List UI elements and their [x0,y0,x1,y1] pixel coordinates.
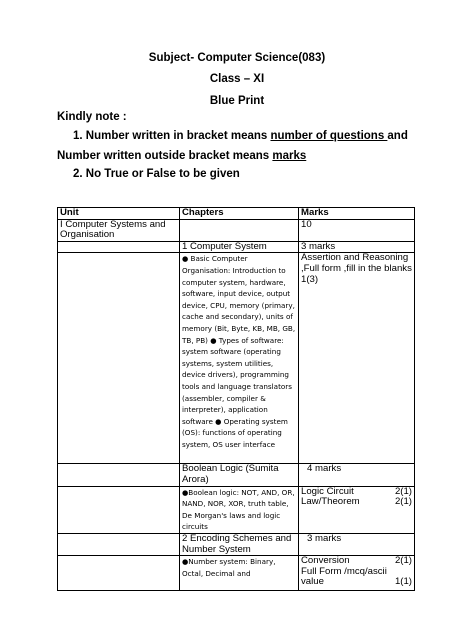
marks-label: Conversion [301,555,350,567]
unit-cell: I Computer Systems and Organisation [58,219,180,241]
marks-cell: 3 marks [299,241,415,253]
marks-value: 2(1) [394,485,412,497]
header-chapters: Chapters [180,208,299,220]
note-item-1-line2-underlined: marks [272,150,307,162]
unit-marks-cell: 10 [299,219,415,241]
note-item-2: 2. No True or False to be given [73,168,240,180]
marks-line [301,577,412,588]
topics-cell: ● Basic Computer Organisation: Introduction to computer system, hardware, software, input device, output device, CPU, memory (primary, cache and secondary), units of memory (Bit, Byte, KB, MB, GB, TB, PB) ● Types of software: system software (operating systems, system utilities, device drivers), programming tools and language translators (assembler, compiler & interpreter), application software ● Operating system (OS): functions of operating system, OS user interface [180,253,299,464]
empty-cell [58,556,180,591]
marks-count: 1(3) [301,273,319,285]
note-item-1-line2 [57,150,306,162]
note-item-1-prefix: 1. Number written in bracket means [73,130,271,142]
marks-line: Full Form /mcq/ascii [301,565,387,577]
marks-cell [299,486,415,533]
marks-value: 1(1) [394,576,412,588]
topics-cell: ●Number system: Binary, Octal, Decimal and [180,556,299,591]
note-item-1-underlined: number of questions [270,130,388,142]
empty-cell [58,241,180,253]
empty-cell [58,253,180,464]
blueprint-title: Blue Print [209,95,265,107]
marks-label: Logic Circuit [301,485,354,497]
marks-cell [299,253,415,464]
empty-cell [58,533,180,555]
header-marks: Marks [299,208,415,220]
marks-value: 2(1) [394,555,412,567]
empty-cell [58,486,180,533]
note-title: Kindly note : [57,111,127,123]
class-title: Class – XI [209,73,265,85]
table-row [58,486,415,533]
chapter-cell: 1 Computer System [180,241,299,253]
empty-cell [180,219,299,241]
empty-cell [58,464,180,486]
note-item-1-suffix: and [387,130,408,142]
topics-cell: ●Boolean logic: NOT, AND, OR, NAND, NOR, XOR, truth table, De Morgan's laws and logic circuits [180,486,299,533]
table-row [58,253,415,464]
marks-value: 2(1) [394,496,412,508]
chapter-cell: Boolean Logic (Sumita Arora) [180,464,299,486]
note-item-1-line2-prefix: Number written outside bracket means [57,150,273,162]
table-row [58,533,415,555]
table-row [58,556,415,591]
marks-cell: 4 marks [299,464,415,486]
chapter-cell: 2 Encoding Schemes and Number System [180,533,299,555]
marks-line [301,497,412,508]
header-unit: Unit [58,208,180,220]
blueprint-table [57,207,415,591]
table-row [58,219,415,241]
marks-cell [299,556,415,591]
marks-text: Assertion and Reasoning ,Full form ,fill in the blanks [301,252,412,274]
table-row [58,241,415,253]
subject-title: Subject- Computer Science(083) [148,52,326,64]
marks-label: value [301,576,324,588]
marks-label: Law/Theorem [301,496,360,508]
table-header-row [58,208,415,220]
table-row [58,464,415,486]
marks-cell: 3 marks [299,533,415,555]
note-item-1 [73,130,408,142]
